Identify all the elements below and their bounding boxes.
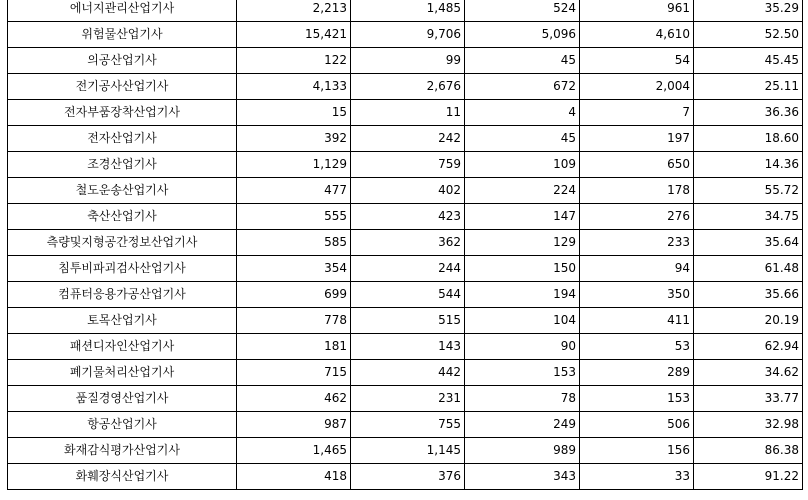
cell-value[interactable]: 35.66	[694, 282, 803, 308]
cell-value[interactable]: 1,145	[351, 438, 465, 464]
cell-value[interactable]: 989	[465, 438, 580, 464]
cell-name[interactable]: 패션디자인산업기사	[8, 334, 237, 360]
table-row	[8, 308, 803, 334]
table-row	[8, 126, 803, 152]
table-row	[8, 438, 803, 464]
cell-value[interactable]: 462	[237, 386, 351, 412]
cell-value[interactable]: 147	[465, 204, 580, 230]
cell-value[interactable]: 4,133	[237, 74, 351, 100]
cell-name[interactable]: 토목산업기사	[8, 308, 237, 334]
cell-value[interactable]: 15	[237, 100, 351, 126]
cell-name[interactable]: 품질경영산업기사	[8, 386, 237, 412]
table-row	[8, 204, 803, 230]
cell-name[interactable]: 침투비파괴검사산업기사	[8, 256, 237, 282]
cell-value[interactable]: 197	[580, 126, 694, 152]
cell-value[interactable]: 4	[465, 100, 580, 126]
cell-value[interactable]: 91.22	[694, 464, 803, 490]
cell-value[interactable]: 54	[580, 48, 694, 74]
cell-value[interactable]: 25.11	[694, 74, 803, 100]
cell-value[interactable]: 233	[580, 230, 694, 256]
cell-value[interactable]: 178	[580, 178, 694, 204]
table-row	[8, 230, 803, 256]
cell-value[interactable]: 2,676	[351, 74, 465, 100]
cell-value[interactable]: 14.36	[694, 152, 803, 178]
cell-value[interactable]: 62.94	[694, 334, 803, 360]
cell-value[interactable]: 35.64	[694, 230, 803, 256]
cell-name[interactable]: 에너지관리산업기사	[8, 0, 237, 22]
cell-name[interactable]: 철도운송산업기사	[8, 178, 237, 204]
table-row	[8, 22, 803, 48]
cell-value[interactable]: 423	[351, 204, 465, 230]
cell-value[interactable]: 2,004	[580, 74, 694, 100]
cell-name[interactable]: 조경산업기사	[8, 152, 237, 178]
cell-value[interactable]: 33.77	[694, 386, 803, 412]
cell-value[interactable]: 224	[465, 178, 580, 204]
cell-name[interactable]: 축산산업기사	[8, 204, 237, 230]
cell-value[interactable]: 418	[237, 464, 351, 490]
cell-value[interactable]: 45.45	[694, 48, 803, 74]
cell-value[interactable]: 231	[351, 386, 465, 412]
cell-value[interactable]: 36.36	[694, 100, 803, 126]
cell-value[interactable]: 515	[351, 308, 465, 334]
cell-value[interactable]: 45	[465, 126, 580, 152]
cell-value[interactable]: 34.62	[694, 360, 803, 386]
cell-value[interactable]: 18.60	[694, 126, 803, 152]
cell-name[interactable]: 화훼장식산업기사	[8, 464, 237, 490]
cell-value[interactable]: 78	[465, 386, 580, 412]
cell-value[interactable]: 362	[351, 230, 465, 256]
cell-value[interactable]: 354	[237, 256, 351, 282]
cell-name[interactable]: 의공산업기사	[8, 48, 237, 74]
cell-value[interactable]: 34.75	[694, 204, 803, 230]
cell-name[interactable]: 항공산업기사	[8, 412, 237, 438]
cell-value[interactable]: 122	[237, 48, 351, 74]
cell-value[interactable]: 477	[237, 178, 351, 204]
cell-value[interactable]: 699	[237, 282, 351, 308]
cell-value[interactable]: 585	[237, 230, 351, 256]
cell-value[interactable]: 961	[580, 0, 694, 22]
cell-value[interactable]: 4,610	[580, 22, 694, 48]
cell-value[interactable]: 244	[351, 256, 465, 282]
table-row	[8, 152, 803, 178]
cell-value[interactable]: 143	[351, 334, 465, 360]
cell-name[interactable]: 전자산업기사	[8, 126, 237, 152]
cell-value[interactable]: 1,485	[351, 0, 465, 22]
cell-value[interactable]: 1,129	[237, 152, 351, 178]
table-row	[8, 334, 803, 360]
cell-value[interactable]: 392	[237, 126, 351, 152]
cell-name[interactable]: 전자부품장착산업기사	[8, 100, 237, 126]
table-row	[8, 282, 803, 308]
table-row	[8, 74, 803, 100]
cell-value[interactable]: 2,213	[237, 0, 351, 22]
table-row	[8, 178, 803, 204]
cell-value[interactable]: 99	[351, 48, 465, 74]
table-body	[8, 0, 803, 490]
cell-value[interactable]: 61.48	[694, 256, 803, 282]
cell-value[interactable]: 778	[237, 308, 351, 334]
cell-value[interactable]: 20.19	[694, 308, 803, 334]
cell-value[interactable]: 276	[580, 204, 694, 230]
cell-value[interactable]: 343	[465, 464, 580, 490]
cell-value[interactable]: 672	[465, 74, 580, 100]
cell-value[interactable]: 11	[351, 100, 465, 126]
cell-value[interactable]: 289	[580, 360, 694, 386]
table-row	[8, 100, 803, 126]
cell-value[interactable]: 153	[465, 360, 580, 386]
cell-value[interactable]: 32.98	[694, 412, 803, 438]
cell-value[interactable]: 715	[237, 360, 351, 386]
cell-value[interactable]: 555	[237, 204, 351, 230]
cell-name[interactable]: 위험물산업기사	[8, 22, 237, 48]
cell-value[interactable]: 94	[580, 256, 694, 282]
cell-value[interactable]: 755	[351, 412, 465, 438]
cell-value[interactable]: 650	[580, 152, 694, 178]
cell-value[interactable]: 544	[351, 282, 465, 308]
cell-value[interactable]: 442	[351, 360, 465, 386]
cell-value[interactable]: 524	[465, 0, 580, 22]
table-row	[8, 48, 803, 74]
cell-value[interactable]: 5,096	[465, 22, 580, 48]
table-row	[8, 0, 803, 22]
table-row	[8, 360, 803, 386]
cell-value[interactable]: 402	[351, 178, 465, 204]
cell-value[interactable]: 52.50	[694, 22, 803, 48]
table-row	[8, 386, 803, 412]
cell-value[interactable]: 129	[465, 230, 580, 256]
cell-value[interactable]: 90	[465, 334, 580, 360]
cell-value[interactable]: 181	[237, 334, 351, 360]
cell-value[interactable]: 7	[580, 100, 694, 126]
cell-value[interactable]: 987	[237, 412, 351, 438]
cell-value[interactable]: 156	[580, 438, 694, 464]
cell-value[interactable]: 33	[580, 464, 694, 490]
cell-value[interactable]: 1,465	[237, 438, 351, 464]
cell-value[interactable]: 86.38	[694, 438, 803, 464]
cell-value[interactable]: 194	[465, 282, 580, 308]
cell-value[interactable]: 242	[351, 126, 465, 152]
cell-value[interactable]: 15,421	[237, 22, 351, 48]
cell-value[interactable]: 45	[465, 48, 580, 74]
cell-value[interactable]: 411	[580, 308, 694, 334]
table-row	[8, 256, 803, 282]
cell-value[interactable]: 109	[465, 152, 580, 178]
cell-value[interactable]: 249	[465, 412, 580, 438]
table-row	[8, 464, 803, 490]
cell-value[interactable]: 104	[465, 308, 580, 334]
cell-value[interactable]: 376	[351, 464, 465, 490]
cell-name[interactable]: 전기공사산업기사	[8, 74, 237, 100]
table-row	[8, 412, 803, 438]
cell-value[interactable]: 350	[580, 282, 694, 308]
cell-value[interactable]: 153	[580, 386, 694, 412]
cell-value[interactable]: 35.29	[694, 0, 803, 22]
cell-name[interactable]: 화재감식평가산업기사	[8, 438, 237, 464]
cell-value[interactable]: 506	[580, 412, 694, 438]
cell-value[interactable]: 150	[465, 256, 580, 282]
cell-name[interactable]: 폐기물처리산업기사	[8, 360, 237, 386]
cell-name[interactable]: 측량및지형공간정보산업기사	[8, 230, 237, 256]
cell-value[interactable]: 55.72	[694, 178, 803, 204]
cell-value[interactable]: 759	[351, 152, 465, 178]
cell-value[interactable]: 9,706	[351, 22, 465, 48]
cell-name[interactable]: 컴퓨터응용가공산업기사	[8, 282, 237, 308]
cell-value[interactable]: 53	[580, 334, 694, 360]
data-table	[7, 0, 803, 490]
